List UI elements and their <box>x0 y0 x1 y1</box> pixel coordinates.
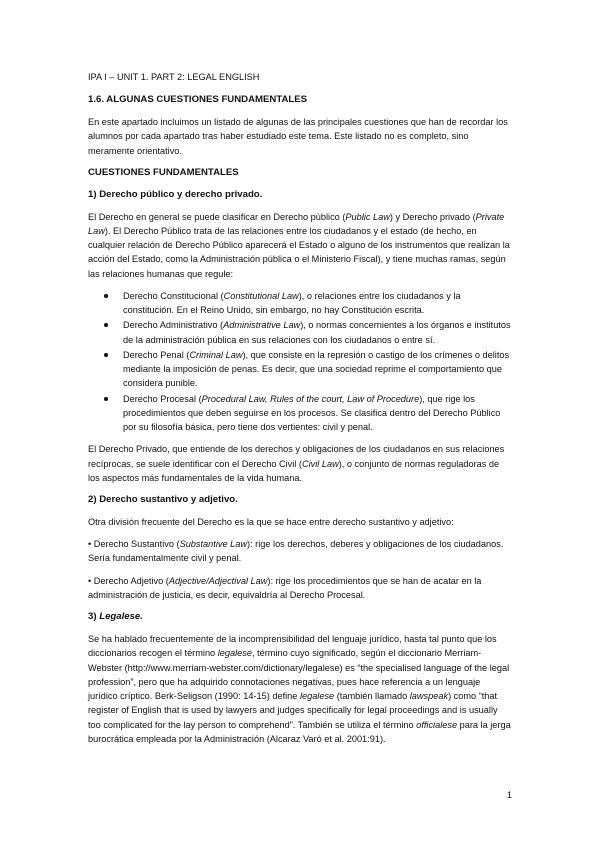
text-run: ), o normas concernientes a los órganos e institutos de la administración pública en sus relaciones con los ciudadanos o entre sí. <box>123 320 511 345</box>
text-run: ). El Derecho Público trata de las relaciones entre los ciudadanos y el estado (de hecho, en cualquier relación de Derecho Público aparecerá el Estado o alguno de los instrumentos que realizan la acción del Estado, como la Administración pública o el Ministerio Fiscal), y tiene muchas ramas, según las relaciones humanas que regule: <box>88 225 510 279</box>
term-legalese-title: Legalese. <box>99 611 143 623</box>
text-run: , término cuyo significado, según el diccionario Merriam-Webster (http://www.merriam-webster.com/dictionary/legalese) es “the specialised language of the legal profession”, pero que ha adquirido connotaciones negativas, pues hace referencia a un lenguaje jurídico críptico. Berk-Seligson (1990: 14-15) define <box>88 648 510 702</box>
page-number: 1 <box>506 790 512 800</box>
term-civil-law: Civil Law <box>301 458 339 469</box>
term-private-law: Private Law <box>88 211 505 236</box>
text-run: para la jerga burocrática empleada por la Administración (Alcaraz Varó et al. 2001:91). <box>88 719 511 744</box>
public-law-branches-list <box>88 289 512 435</box>
bullet-icon <box>104 353 108 357</box>
list-item <box>88 318 512 347</box>
text-run: ), o conjunto de normas reguladoras de los aspectos más fundamentales de la vida humana. <box>88 458 500 483</box>
text-run: ): rige los derechos, deberes y obligaciones de los ciudadanos. Sería fundamentalmente civil y penal. <box>88 539 504 564</box>
section-2-paragraph-2 <box>88 537 512 566</box>
list-item <box>88 289 512 318</box>
text-run: Se ha hablado frecuentemente de la incomprensibilidad del lenguaje jurídico, hasta tal punto que los diccionarios recogen el término <box>88 634 497 659</box>
text-run: Derecho Penal ( <box>123 349 190 360</box>
term-adjective-law: Adjective/Adjectival Law <box>168 575 268 586</box>
list-item <box>88 348 512 391</box>
text-run: • Derecho Adjetivo ( <box>88 575 169 586</box>
term: Constitutional Law <box>223 290 299 301</box>
term: Administrative Law <box>223 320 301 331</box>
text-run: Derecho Constitucional ( <box>123 290 224 301</box>
text-run: ) y Derecho privado ( <box>389 211 476 222</box>
term: Procedural Law, Rules of the court, Law of Procedure <box>201 393 420 404</box>
bullet-icon <box>104 397 108 401</box>
section-2-title: 2) Derecho sustantivo y adjetivo. <box>88 494 238 506</box>
bullet-icon <box>104 294 108 298</box>
section-2-paragraph-3 <box>88 574 512 603</box>
section-1-title: 1) Derecho público y derecho privado. <box>88 188 263 200</box>
term-public-law: Public Law <box>345 211 390 222</box>
section-1-6-intro: En este apartado incluimos un listado de algunas de las principales cuestiones que han de recordar los alumnos por cada apartado tras haber estudiado este tema. Este listado no es completo, sino meramente orientativo. <box>88 117 508 156</box>
section-1-paragraph-2 <box>88 442 512 485</box>
section-1-paragraph-1 <box>88 210 512 281</box>
text-run: • Derecho Sustantivo ( <box>88 539 180 550</box>
text-run: ): rige los procedimientos que se han de acatar en la administración de justicia, es decir, equivaldría al Derecho Procesal. <box>88 575 482 600</box>
text-run: ) como “that register of English that is used by lawyers and judges specifically for legal proceedings and is usually too complicated for the lay person to comprehend”. También se utiliza el término <box>88 691 498 730</box>
text-run: ), que rige los procedimientos que deben seguirse en los procesos. Se clasifica dentro del Derecho Público por su filosofía básica, pero tiene dos vertientes: civil y penal. <box>123 393 501 433</box>
list-item <box>88 392 512 435</box>
bullet-icon <box>104 323 108 327</box>
text-run: El Derecho Privado, que entiende de los derechos y obligaciones de los ciudadanos en sus relaciones recíprocas, se suele identificar con el Derecho Civil ( <box>88 444 505 469</box>
term-lawspeak: lawspeak <box>409 691 449 702</box>
text-run: Derecho Procesal ( <box>123 393 202 404</box>
text-run: El Derecho en general se puede clasificar en Derecho público ( <box>88 211 346 222</box>
text-run: (también llamado <box>334 691 410 702</box>
section-2-paragraph-1: Otra división frecuente del Derecho es la que se hace entre derecho sustantivo y adjetivo: <box>88 516 454 527</box>
term-substantive-law: Substantive Law <box>179 539 247 550</box>
text-run: 3) <box>88 611 100 623</box>
text-run: ), o relaciones entre los ciudadanos y la constitución. En el Reino Unido, sin embargo, no hay Constitución escrita. <box>123 290 461 316</box>
text-run: Derecho Administrativo ( <box>123 320 224 331</box>
term-officialese: officialese <box>416 719 458 730</box>
term-legalese: legalese <box>299 691 335 702</box>
term-legalese: legalese <box>217 648 252 659</box>
section-1-6-title: 1.6. ALGUNAS CUESTIONES FUNDAMENTALES <box>88 94 308 106</box>
section-3-title <box>88 610 512 625</box>
document-header: IPA I – UNIT 1. PART 2: LEGAL ENGLISH <box>88 72 260 82</box>
term: Criminal Law <box>189 349 243 360</box>
section-3-paragraph <box>88 632 512 746</box>
cuestiones-title: CUESTIONES FUNDAMENTALES <box>88 166 239 178</box>
text-run: ), que consiste en la represión o castigo de los crímenes o delitos mediante la imposición de penas. Es decir, que una sociedad reprime el comportamiento que considera punible. <box>123 349 510 389</box>
